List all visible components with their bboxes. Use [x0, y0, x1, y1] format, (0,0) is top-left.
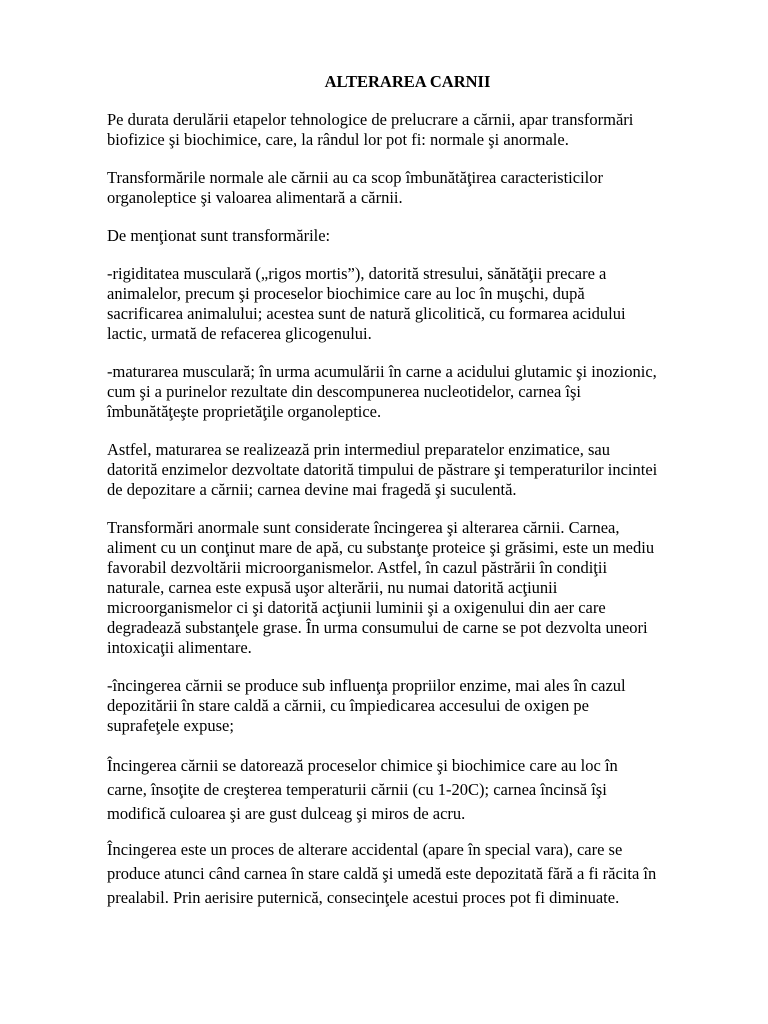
paragraph-intro: Pe durata derulării etapelor tehnologice de prelucrare a cărnii, apar transformări biofizice şi biochimice, care, la rândul lor pot fi: normale şi anormale.: [107, 110, 634, 149]
paragraph-mentioned: De menţionat sunt transformările:: [107, 226, 331, 245]
paragraph-maturation: -maturarea musculară; în urma acumulării în carne a acidului glutamic şi inozionic, cum şi a purinelor rezultate din descompunerea nucleotidelor, carnea îşi îmbunătăţeşte proprietăţile organoleptice.: [107, 362, 657, 421]
document-title: ALTERAREA CARNII: [324, 72, 491, 91]
paragraph-heating-causes: Încingerea cărnii se datorează proceselor chimice şi biochimice care au loc în carne, însoţite de creşterea temperaturii cărnii (cu 1-20C); carnea încinsă îşi modifică culoarea şi are gust dulceag şi miros de acru.: [107, 756, 618, 823]
paragraph-heating-accidental: Încingerea este un proces de alterare accidental (apare în special vara), care se produce atunci când carnea în stare caldă şi umedă este depozitată fără a fi răcita în prealabil. Prin aerisire puternică, consecinţele acestui proces pot fi diminuate.: [107, 840, 657, 907]
paragraph-enzymatic: Astfel, maturarea se realizează prin intermediul preparatelor enzimatice, sau datorită enzimelor dezvoltate datorită timpului de păstrare şi temperaturilor incintei de depozitare a cărnii; carnea devine mai fragedă şi suculentă.: [107, 440, 658, 499]
paragraph-abnormal-transformations: Transformări anormale sunt considerate încingerea şi alterarea cărnii. Carnea, aliment cu un conţinut mare de apă, cu substanţe proteice şi grăsimi, este un mediu favorabil dezvoltării microorganismelor. Astfel, în cazul păstrării în condiţii naturale, carnea este expusă uşor alterării, nu numai datorită acţiunii microorganismelor ci şi datorită acţiunii luminii şi a oxigenului din aer care degradează substanţele grase. În urma consumului de carne se pot dezvolta uneori intoxicaţii alimentare.: [107, 518, 655, 657]
paragraph-normal-transformations: Transformările normale ale cărnii au ca scop îmbunătăţirea caracteristicilor organoleptice şi valoarea alimentară a cărnii.: [107, 168, 603, 207]
paragraph-rigidity: -rigiditatea musculară („rigos mortis”), datorită stresului, sănătăţii precare a animalelor, precum şi proceselor biochimice care au loc în muşchi, după sacrificarea animalului; acestea sunt de natură glicolitică, cu formarea acidului lactic, urmată de refacerea glicogenului.: [107, 264, 626, 343]
paragraph-heating: -încingerea cărnii se produce sub influenţa propriilor enzime, mai ales în cazul depozitării în stare caldă a cărnii, cu împiedicarea accesului de oxigen pe suprafeţele expuse;: [107, 676, 626, 735]
